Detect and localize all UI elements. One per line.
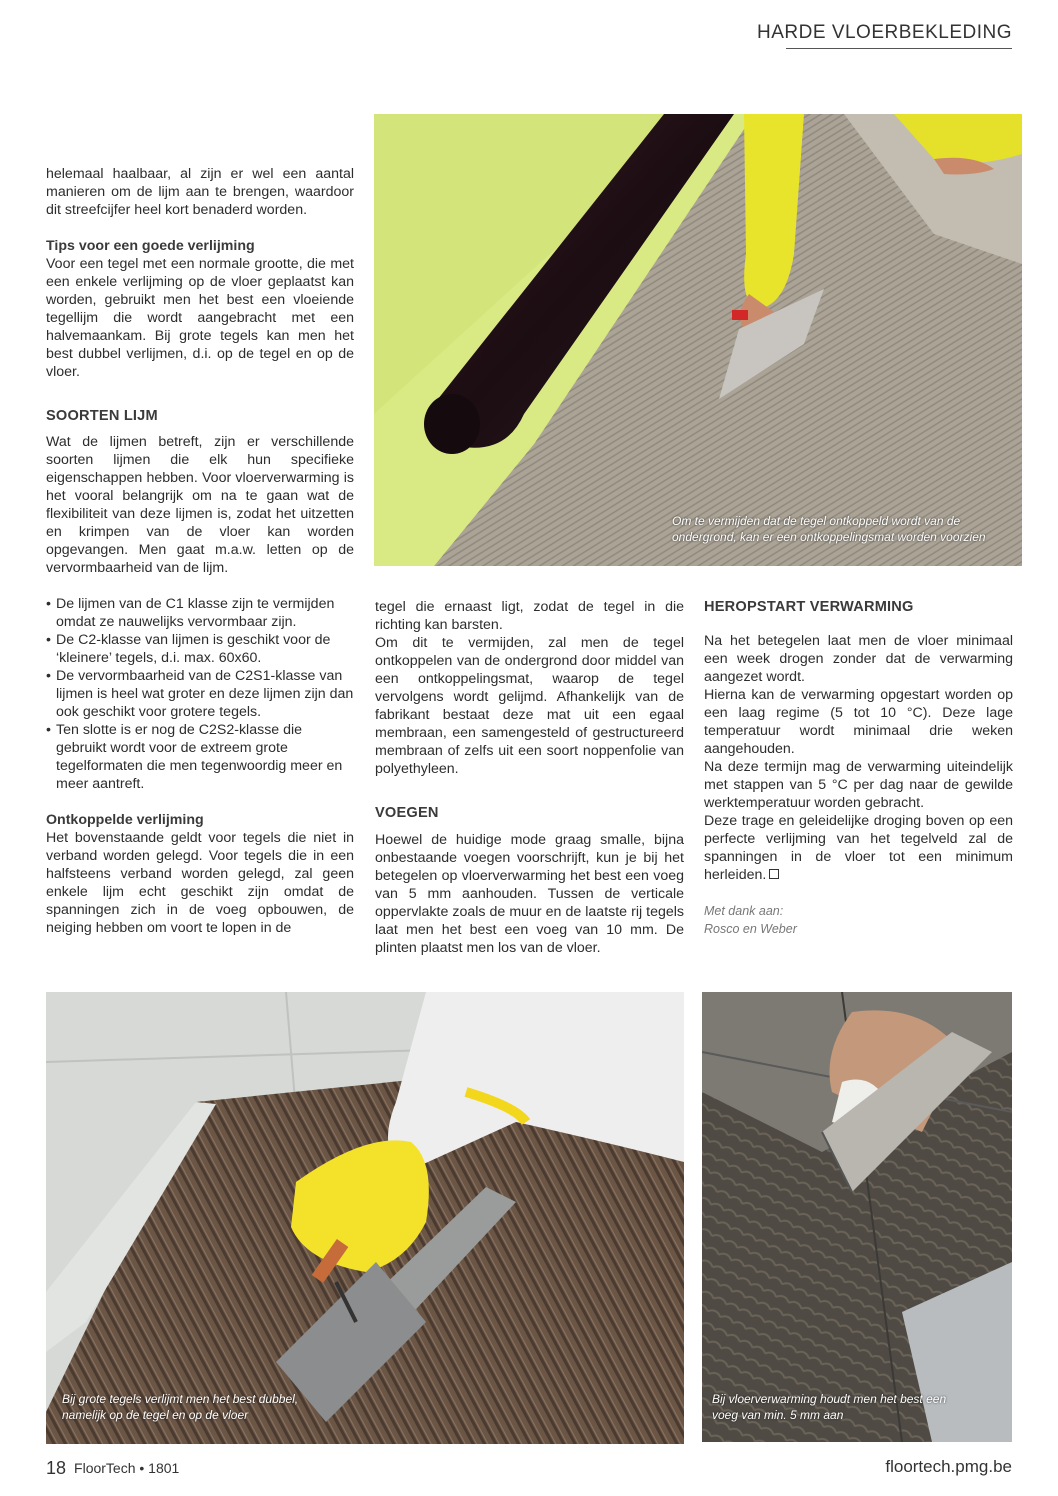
- column-1: [46, 165, 354, 937]
- heropstart-paragraph-2: Hierna kan de verwarming opgestart worden op een laag regime (5 tot 10 °C). Deze lage temperatuur wordt minimaal drie weken aangehouden.: [704, 687, 1013, 757]
- column-3: [704, 598, 1013, 938]
- heading-heropstart: HEROPSTART VERWARMING: [704, 599, 914, 615]
- photo-joint-width: [702, 992, 1012, 1442]
- ontkoppelingsmat-paragraph: Om dit te vermijden, zal men de tegel ontkoppelen van de ondergrond door middel van een ontkoppelingsmat, waarop de tegel vervolgens wordt gelijmd. Afhankelijk van de fabrikant bestaat deze mat uit een egaal membraan, een samengesteld of gestructureerd membraan of zelfs uit een soort noppenfolie van polyethyleen.: [375, 635, 684, 777]
- magazine-issue: FloorTech • 1801: [74, 1460, 180, 1476]
- voegen-paragraph: Hoewel de huidige mode graag smalle, bijna onbestaande voegen voorschrijft, kun je bij het betegelen op vloerverwarming het best een voeg van 5 mm aanhouden. Tussen de verticale oppervlakte zoals de muur en de laatste rij tegels laat men het best een voeg van 10 mm. De plinten plaatst men los van de vloer.: [375, 832, 684, 956]
- heropstart-paragraph-1: Na het betegelen laat men de vloer minimaal een week drogen zonder dat de verwarming aangezet wordt.: [704, 633, 1013, 685]
- section-title: HARDE VLOERBEKLEDING: [757, 22, 1012, 43]
- list-item: • Ten slotte is er nog de C2S2-klasse die gebruikt wordt voor de extreem grote tegelformaten die men tegenwoordig meer en meer aantreft.: [46, 721, 354, 793]
- caption-bottom-right-photo: Bij vloerverwarming houdt men het best een voeg van min. 5 mm aan: [712, 1392, 947, 1422]
- heading-tips: Tips voor een goede verlijming: [46, 238, 255, 254]
- list-item: • De vervormbaarheid van de C2S1-klasse van lijmen is heel wat groter en deze lijmen zijn dan ook geschikt voor grotere tegels.: [46, 667, 354, 721]
- end-mark-icon: [769, 869, 779, 879]
- barsten-paragraph: tegel die ernaast ligt, zodat de tegel in die richting kan barsten.: [375, 599, 684, 633]
- list-item: • De lijmen van de C1 klasse zijn te vermijden omdat ze nauwelijks vervormbaar zijn.: [46, 595, 354, 631]
- heropstart-paragraph-4: Deze trage en geleidelijke droging boven op een perfecte verlijming van het tegelveld zal de spanningen in de vloer tot een minimum herleiden.: [704, 813, 1013, 883]
- photo-double-gluing: [46, 992, 684, 1444]
- heropstart-paragraph-3: Na deze termijn mag de verwarming uiteindelijk met stappen van 5 °C per dag naar de gewilde werktemperatuur worden gebracht.: [704, 759, 1013, 811]
- soorten-paragraph: Wat de lijmen betreft, zijn er verschillende soorten lijmen die elk hun specifieke eigenschappen hebben. Voor vloerverwarming is het vooral belangrijk om na te gaan wat de flexibiliteit van deze lijmen is, zodat het uitzetten en krimpen van de vloer kan worden opgevangen. Men gaat m.a.w. letten op de vervormbaarheid van de lijm.: [46, 434, 354, 576]
- caption-top-photo: Om te vermijden dat de tegel ontkoppeld wordt van de ondergrond, kan er een ontkoppelingsmat worden voorzien: [672, 514, 986, 544]
- tips-paragraph: Voor een tegel met een normale grootte, die met een enkele verlijming op de vloer geplaatst kan worden, gebruikt men het best een vloeiende tegellijm die wordt aangebracht met een halvemaankam. Bij grote tegels kan men het best dubbel verlijmen, d.i. op de tegel en op de vloer.: [46, 256, 354, 380]
- credit-names: Rosco en Weber: [704, 922, 797, 936]
- footer-url[interactable]: floortech.pmg.be: [885, 1457, 1012, 1476]
- ontkoppelde-paragraph: Het bovenstaande geldt voor tegels die niet in verband worden gelegd. Voor tegels die in een halfsteens verband worden gelegd, zal geen enkele lijm echt geschikt zijn omdat de spanningen zich in de voeg opbouwen, de neiging hebben om voort te lopen in de: [46, 830, 354, 936]
- page-number: 18: [46, 1458, 67, 1478]
- adhesive-class-list: [46, 595, 354, 793]
- list-item: • De C2-klasse van lijmen is geschikt voor de ‘kleinere’ tegels, d.i. max. 60x60.: [46, 631, 354, 667]
- column-2: [375, 598, 684, 957]
- photo-decoupling-mat: [374, 114, 1022, 566]
- section-rule: [786, 48, 1012, 49]
- intro-paragraph: helemaal haalbaar, al zijn er wel een aantal manieren om de lijm aan te brengen, waardoor dit streefcijfer heel kort benaderd worden.: [46, 166, 354, 218]
- credit-label: Met dank aan:: [704, 904, 784, 918]
- heading-voegen: VOEGEN: [375, 805, 439, 821]
- heading-ontkoppelde: Ontkoppelde verlijming: [46, 812, 204, 828]
- footer-issue: [46, 1458, 179, 1479]
- heading-soorten-lijm: SOORTEN LIJM: [46, 408, 158, 424]
- caption-bottom-left-photo: Bij grote tegels verlijmt men het best dubbel, namelijk op de tegel en op de vloer: [62, 1392, 299, 1422]
